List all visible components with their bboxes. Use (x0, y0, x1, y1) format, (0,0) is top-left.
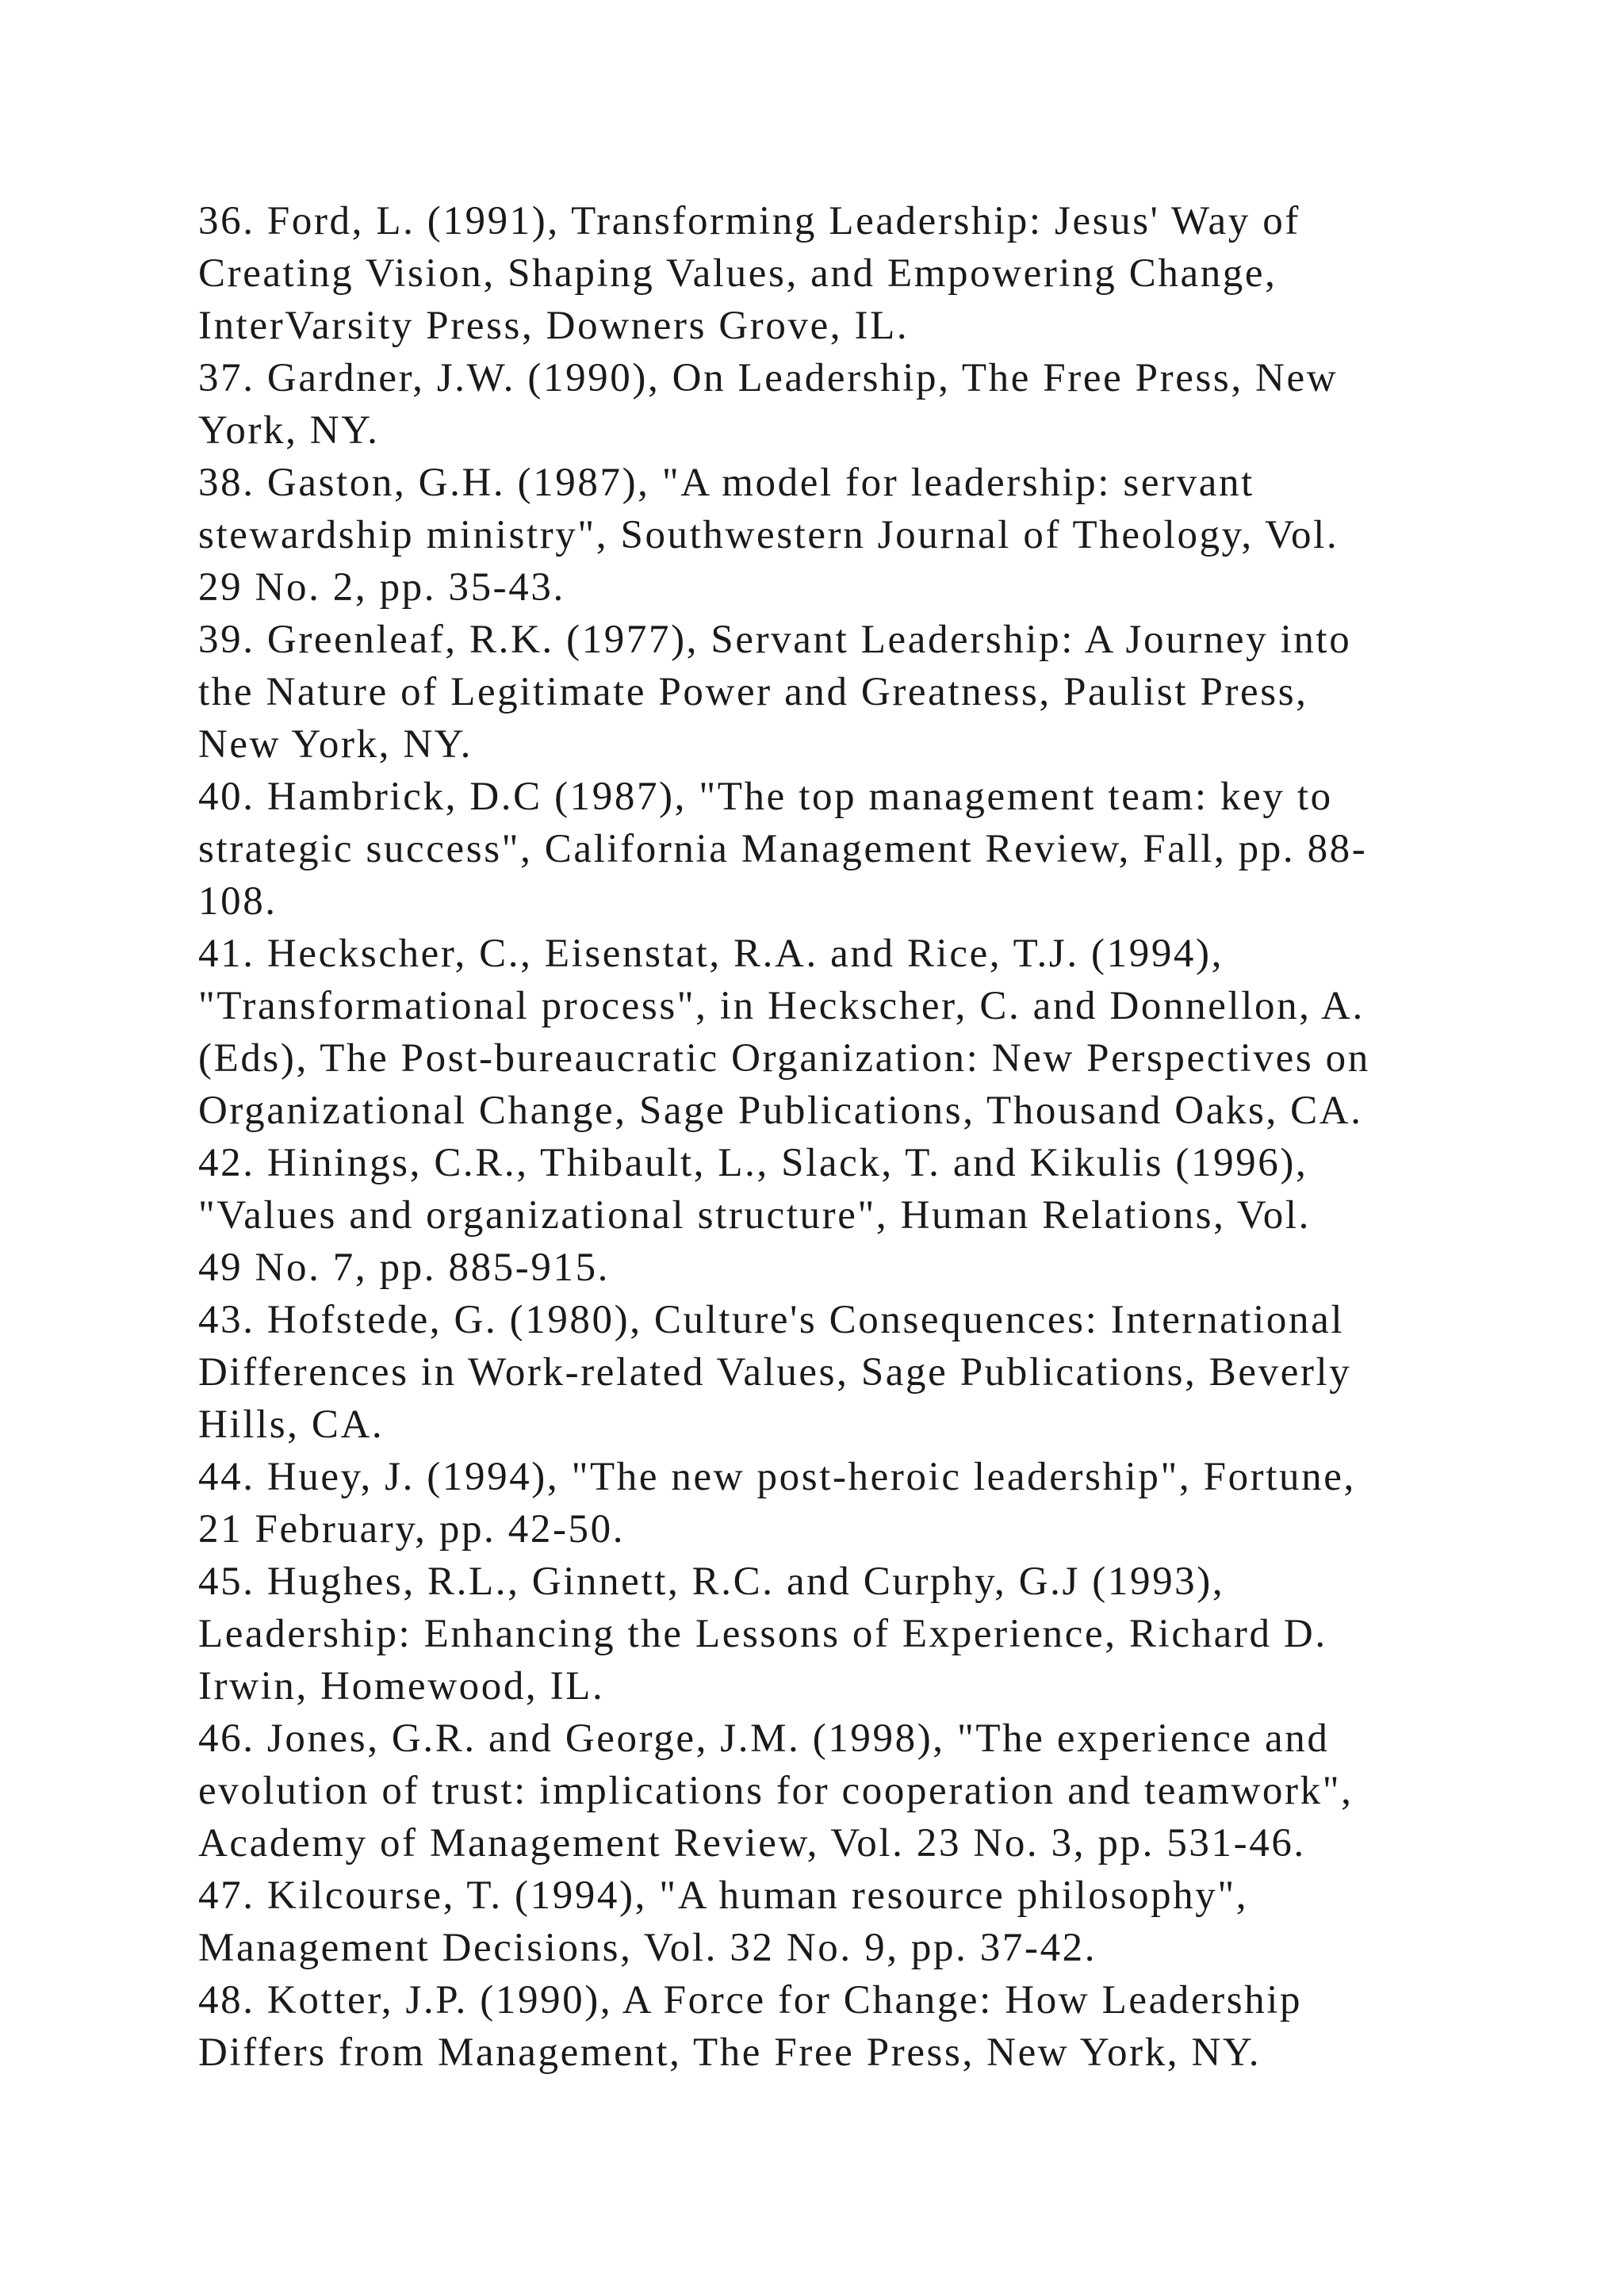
reference-line: Creating Vision, Shaping Values, and Empowering Change, (198, 251, 1277, 296)
reference-entry-44 (198, 1451, 1515, 1556)
reference-entry-48 (198, 1974, 1515, 2079)
reference-line: evolution of trust: implications for cooperation and teamwork", (198, 1769, 1354, 1813)
reference-entry-46 (198, 1712, 1515, 1869)
reference-line: Organizational Change, Sage Publications, Thousand Oaks, CA. (198, 1089, 1363, 1133)
reference-line: 45. Hughes, R.L., Ginnett, R.C. and Curphy, G.J (1993), (198, 1559, 1225, 1604)
reference-line: 41. Heckscher, C., Eisenstat, R.A. and Rice, T.J. (1994), (198, 932, 1224, 976)
reference-line: "Transformational process", in Heckscher, C. and Donnellon, A. (198, 984, 1365, 1028)
reference-line: 29 No. 2, pp. 35-43. (198, 565, 565, 610)
reference-line: 44. Huey, J. (1994), "The new post-heroic leadership", Fortune, (198, 1455, 1356, 1499)
reference-entry-43 (198, 1294, 1515, 1451)
reference-line: stewardship ministry", Southwestern Journal of Theology, Vol. (198, 513, 1339, 557)
reference-line: 48. Kotter, J.P. (1990), A Force for Change: How Leadership (198, 1978, 1303, 2022)
reference-line: 36. Ford, L. (1991), Transforming Leadership: Jesus' Way of (198, 199, 1300, 243)
reference-entry-37 (198, 352, 1515, 457)
reference-line: (Eds), The Post-bureaucratic Organization: New Perspectives on (198, 1036, 1370, 1081)
reference-entry-42 (198, 1137, 1515, 1294)
reference-line: InterVarsity Press, Downers Grove, IL. (198, 304, 910, 348)
reference-line: Differences in Work-related Values, Sage Publications, Beverly (198, 1350, 1352, 1395)
reference-line: Hills, CA. (198, 1402, 385, 1447)
reference-line: Academy of Management Review, Vol. 23 No. 3, pp. 531-46. (198, 1821, 1306, 1866)
reference-entry-45 (198, 1556, 1515, 1712)
reference-line: 108. (198, 879, 278, 924)
reference-entry-47 (198, 1869, 1515, 1974)
reference-entry-38 (198, 457, 1515, 614)
reference-line: York, NY. (198, 408, 380, 453)
reference-entry-39 (198, 614, 1515, 771)
reference-line: Leadership: Enhancing the Lessons of Experience, Richard D. (198, 1612, 1327, 1656)
reference-line: 43. Hofstede, G. (1980), Culture's Consequences: International (198, 1298, 1345, 1342)
reference-line: 39. Greenleaf, R.K. (1977), Servant Leadership: A Journey into (198, 618, 1352, 662)
reference-line: 42. Hinings, C.R., Thibault, L., Slack, T. and Kikulis (1996), (198, 1141, 1308, 1185)
reference-line: Management Decisions, Vol. 32 No. 9, pp. 37-42. (198, 1926, 1097, 1970)
reference-line: 21 February, pp. 42-50. (198, 1507, 626, 1552)
reference-line: Differs from Management, The Free Press, New York, NY. (198, 2030, 1262, 2075)
reference-line: 38. Gaston, G.H. (1987), "A model for leadership: servant (198, 461, 1254, 505)
reference-line: 37. Gardner, J.W. (1990), On Leadership, The Free Press, New (198, 356, 1339, 400)
reference-line: New York, NY. (198, 722, 473, 767)
reference-line: 40. Hambrick, D.C (1987), "The top management team: key to (198, 775, 1333, 819)
reference-list (198, 195, 1515, 2079)
reference-line: strategic success", California Management Review, Fall, pp. 88- (198, 827, 1368, 871)
reference-line: Irwin, Homewood, IL. (198, 1664, 605, 1709)
reference-line: 49 No. 7, pp. 885-915. (198, 1246, 611, 1290)
reference-line: 46. Jones, G.R. and George, J.M. (1998), "The experience and (198, 1716, 1330, 1761)
reference-entry-36 (198, 195, 1515, 352)
reference-line: 47. Kilcourse, T. (1994), "A human resource philosophy", (198, 1873, 1249, 1918)
reference-entry-41 (198, 928, 1515, 1137)
reference-line: "Values and organizational structure", Human Relations, Vol. (198, 1193, 1311, 1238)
reference-line: the Nature of Legitimate Power and Greatness, Paulist Press, (198, 670, 1308, 714)
reference-entry-40 (198, 771, 1515, 928)
